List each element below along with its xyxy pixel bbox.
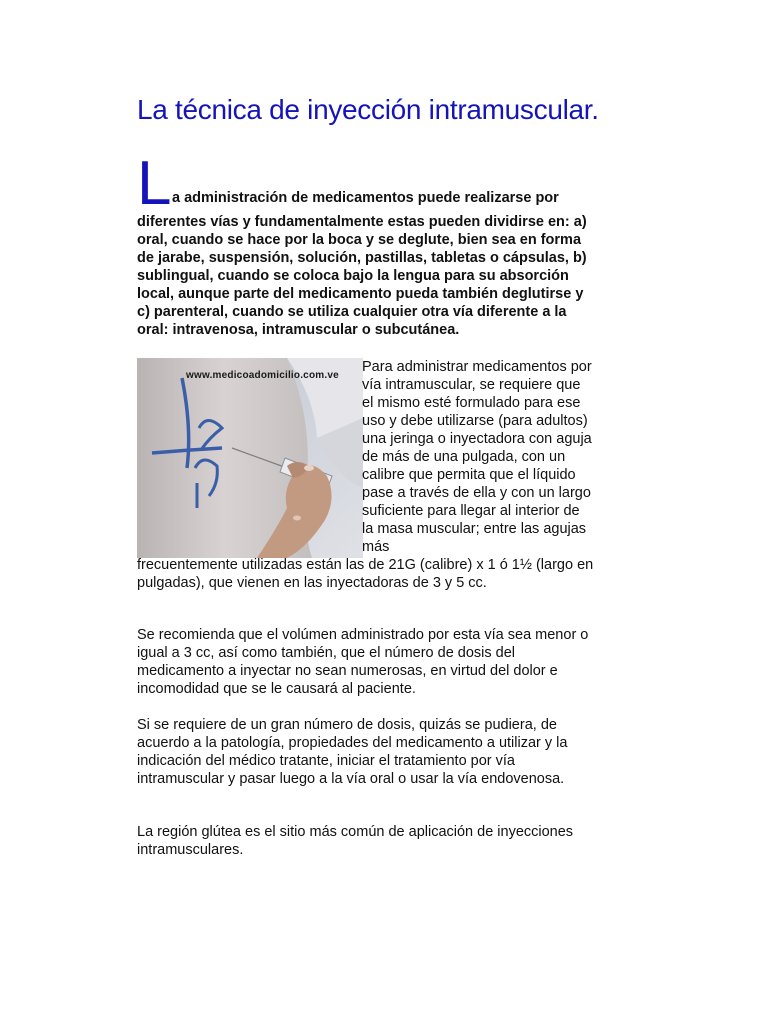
page-title: La técnica de inyección intramuscular.	[137, 94, 599, 125]
paragraph-volume: Se recomienda que el volúmen administrado por esta vía sea menor o igual a 3 cc, así como también, que el número de dosis del medicamento a inyectar no sean numerosas, en virtud del dolor e incomodidad que se le causará al paciente.	[137, 627, 589, 697]
paragraph-dosis: Si se requiere de un gran número de dosis, quizás se pudiera, de acuerdo a la patología, propiedades del medicamento a utilizar y la indicación del médico tratante, iniciar el tratamiento por vía intramuscular y pasar luego a la vía oral o usar la vía endovenosa.	[137, 717, 568, 787]
side-paragraph-continued: frecuentemente utilizadas están las de 21G (calibre) x 1 ó 1½ (largo en pulgadas), que vienen en las inyectadoras de 3 y 5 cc.	[137, 557, 594, 591]
intro-section	[137, 149, 597, 339]
image-watermark: www.medicoadomicilio.com.ve	[186, 370, 339, 381]
dropcap-letter: L	[137, 149, 172, 218]
injection-photo	[137, 358, 363, 558]
injection-photo-illustration	[137, 358, 363, 558]
side-paragraph: Para administrar medicamentos por vía intramuscular, se requiere que el mismo esté formulado para ese uso y debe utilizarse (para adultos) una jeringa o inyectadora con aguja de más de una pulgada, con un calibre que permita que el líquido pase a través de ella y con un largo suficiente para llegar al interior de la masa muscular; entre las agujas más	[362, 359, 592, 555]
intro-paragraph: diferentes vías y fundamentalmente estas pueden dividirse en: a) oral, cuando se hace por la boca y se deglute, bien sea en forma de jarabe, suspensión, solución, pastillas, tabletas o cápsulas, b) sublingual, cuando se coloca bajo la lengua para su absorción local, aunque parte del medicamento pueda también deglutirse y c) parenteral, cuando se utiliza cualquier otra vía diferente a la oral: intravenosa, intramuscular o subcutánea.	[137, 214, 587, 338]
paragraph-region: La región glútea es el sitio más común de aplicación de inyecciones intramusculares.	[137, 824, 574, 858]
dropcap-line	[137, 149, 597, 218]
dropcap-rest-text: a administración de medicamentos puede realizarse por	[172, 190, 559, 206]
